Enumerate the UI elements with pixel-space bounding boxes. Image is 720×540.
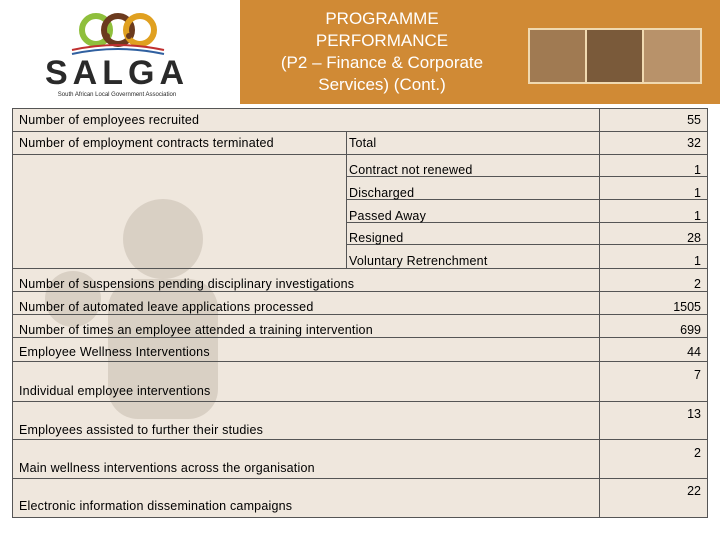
row-label: Number of employees recruited [19,113,200,127]
row-value: 7 [694,368,701,382]
watermark-image [13,149,313,449]
row-sublabel: Total [349,136,377,150]
row-value: 1 [694,186,701,200]
row-value: 1 [694,254,701,268]
row-value: 28 [687,231,701,245]
row-divider [13,154,707,155]
column-divider [599,109,600,517]
row-divider [13,361,707,362]
row-value: 32 [687,136,701,150]
row-sublabel: Contract not renewed [349,163,473,177]
logo-text: SALGA [45,54,189,92]
row-sublabel: Passed Away [349,209,427,223]
row-divider [13,478,707,479]
row-divider [13,401,707,402]
row-label: Employee Wellness Interventions [19,345,210,359]
row-divider [13,131,707,132]
row-value: 22 [687,484,701,498]
photo-thumbnail [585,28,645,84]
row-value: 1 [694,209,701,223]
row-value: 13 [687,407,701,421]
row-value: 2 [694,446,701,460]
row-label: Individual employee interventions [19,384,211,398]
row-label: Main wellness interventions across the organisation [19,461,315,475]
row-divider [13,268,707,269]
row-sublabel: Voluntary Retrenchment [349,254,488,268]
row-value: 2 [694,277,701,291]
title-line-4: Services) (Cont.) [318,75,446,94]
row-divider [13,439,707,440]
title-line-3: (P2 – Finance & Corporate [280,53,484,72]
row-divider [13,337,707,338]
title-line-1: PROGRAMME [325,9,439,28]
row-label: Electronic information dissemination campaigns [19,499,293,513]
slide-header [0,0,720,104]
row-value: 1505 [673,300,701,314]
salga-logo [0,0,240,104]
photo-thumbnail [642,28,702,84]
row-sublabel: Resigned [349,231,404,245]
row-value: 1 [694,163,701,177]
row-label: Number of automated leave applications processed [19,300,314,314]
row-value: 44 [687,345,701,359]
title-line-2: PERFORMANCE [315,31,449,50]
column-divider [346,131,347,268]
row-divider [13,291,707,292]
salga-logo-graphic [0,0,240,104]
row-sublabel: Discharged [349,186,415,200]
performance-table [12,108,708,518]
row-value: 699 [680,323,701,337]
row-label: Number of employment contracts terminated [19,136,274,150]
photo-thumbnail [528,28,588,84]
row-label: Employees assisted to further their studies [19,423,264,437]
row-value: 55 [687,113,701,127]
row-label: Number of times an employee attended a training intervention [19,323,373,337]
row-label: Number of suspensions pending disciplinary investigations [19,277,355,291]
page-title [240,8,524,96]
logo-subtitle: South African Local Government Association [57,92,177,98]
row-divider [13,314,707,315]
